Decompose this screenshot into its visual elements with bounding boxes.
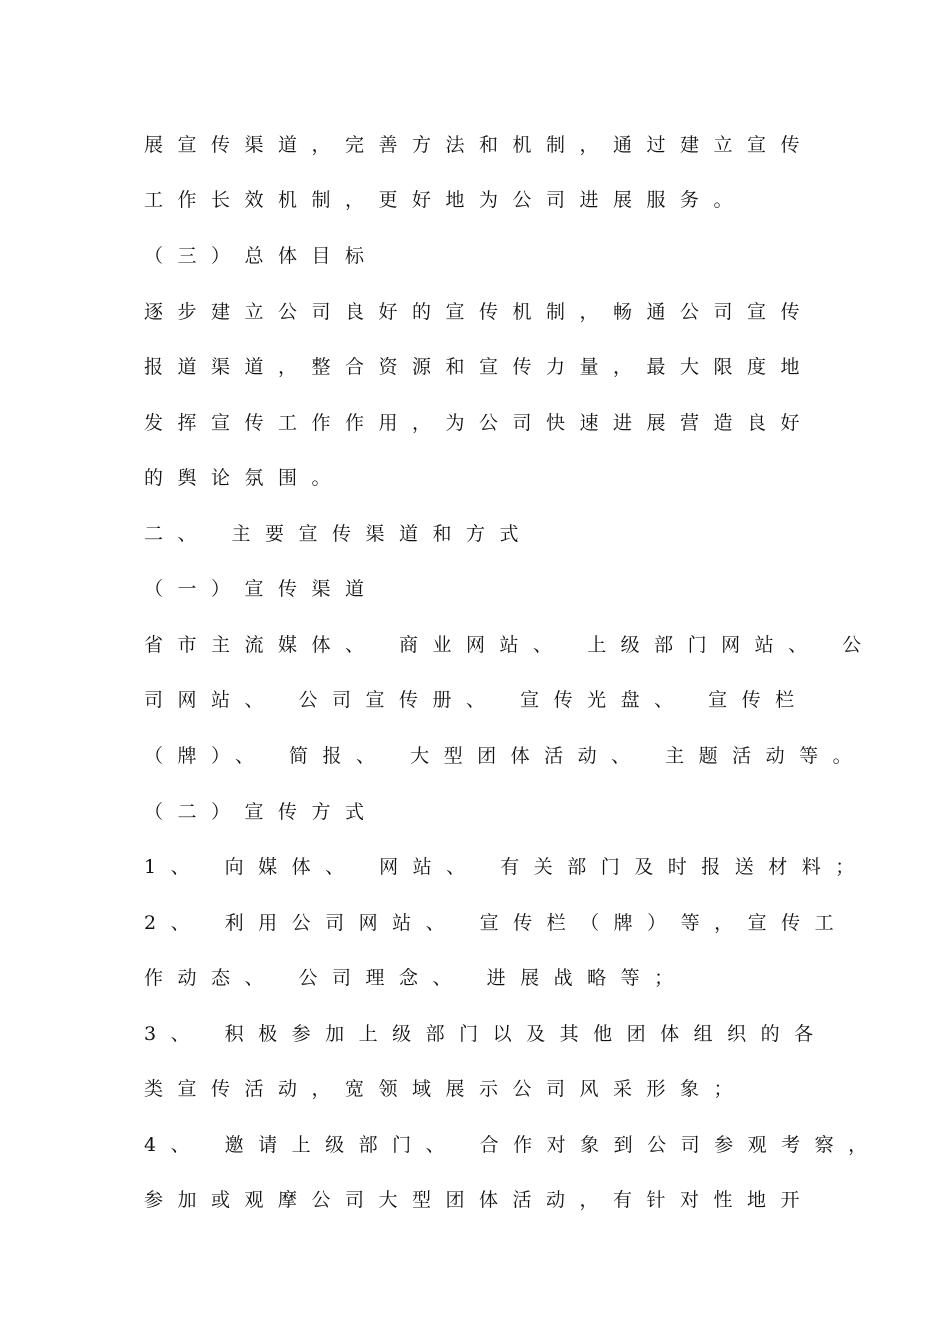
list-item: 4、 邀请上级部门、 合作对象到公司参观考察，: [144, 1134, 882, 1156]
text-line: 参加或观摩公司大型团体活动，有针对性地开: [144, 1189, 815, 1211]
text-line: 展宣传渠道，完善方法和机制，通过建立宣传: [144, 134, 815, 156]
text-line: （牌）、 简报、 大型团体活动、 主题活动等。: [144, 745, 867, 767]
text-line: 作动态、 公司理念、 进展战略等；: [144, 967, 688, 989]
section-heading: （三）总体目标: [144, 245, 379, 267]
text-line: 的舆论氛围。: [144, 467, 346, 489]
text-line: 报道渠道，整合资源和宣传力量，最大限度地: [144, 356, 815, 378]
list-item: 1、 向媒体、 网站、 有关部门及时报送材料；: [144, 856, 869, 878]
section-heading: 二、 主要宣传渠道和方式: [144, 523, 534, 545]
text-line: 工作长效机制，更好地为公司进展服务。: [144, 189, 748, 211]
section-heading: （一）宣传渠道: [144, 578, 379, 600]
text-line: 司网站、 公司宣传册、 宣传光盘、 宣传栏: [144, 689, 809, 711]
text-line: 发挥宣传工作作用，为公司快速进展营造良好: [144, 412, 815, 434]
text-line: 逐步建立公司良好的宣传机制，畅通公司宣传: [144, 301, 815, 323]
text-line: 省市主流媒体、 商业网站、 上级部门网站、 公: [144, 634, 876, 656]
list-item: 3、 积极参加上级部门以及其他团体组织的各: [144, 1023, 828, 1045]
section-heading: （二）宣传方式: [144, 801, 379, 823]
list-item: 2、 利用公司网站、 宣传栏（牌）等，宣传工: [144, 912, 849, 934]
text-line: 类宣传活动，宽领域展示公司风采形象；: [144, 1078, 748, 1100]
